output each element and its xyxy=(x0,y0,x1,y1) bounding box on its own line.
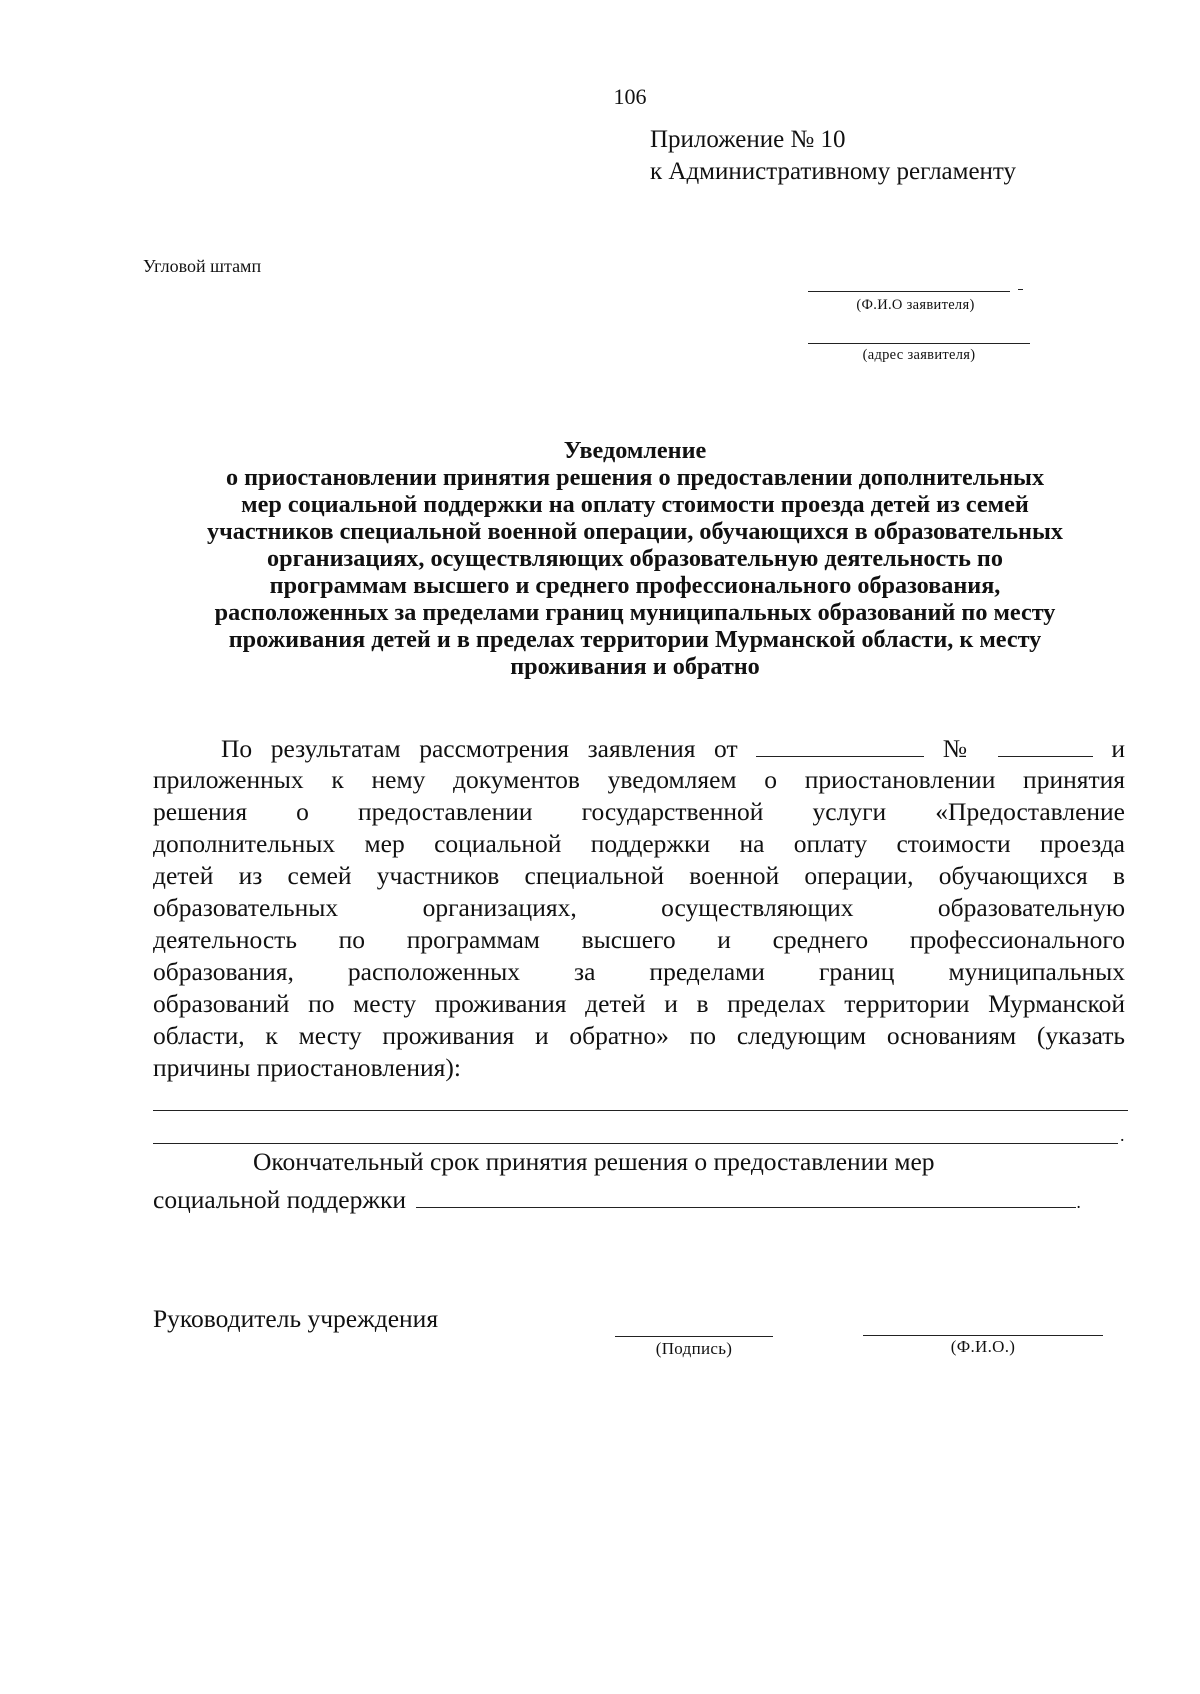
notice-heading: Уведомление xyxy=(563,437,707,464)
body-line: решения о предоставлении государственной услуги «Предоставление xyxy=(153,797,1125,826)
deadline-line1: Окончательный срок принятия решения о предоставлении мер xyxy=(253,1147,935,1176)
title-line: проживания и обратно xyxy=(510,653,760,680)
number-sign: № xyxy=(942,734,980,763)
notice-body xyxy=(153,732,1125,1084)
appendix-regulation: к Административному регламенту xyxy=(650,158,1017,185)
suspension-reasons-field[interactable] xyxy=(153,1110,1128,1111)
body-line: дополнительных мер социальной поддержки на оплату стоимости проезда xyxy=(153,829,1125,858)
application-number-field[interactable] xyxy=(998,732,1093,757)
body-line: детей из семей участников специальной военной операции, обучающихся в xyxy=(153,861,1125,890)
applicant-name-caption: (Ф.И.О заявителя) xyxy=(856,297,975,313)
deadline-line2-prefix: социальной поддержки xyxy=(153,1185,407,1214)
decision-deadline xyxy=(153,1143,1125,1221)
deadline-date-field[interactable] xyxy=(416,1183,1076,1208)
body-first-line-prefix: По результатам рассмотрения заявления от xyxy=(221,734,738,763)
page-number: 106 xyxy=(613,84,647,109)
body-first-line-suffix: и xyxy=(1111,734,1126,763)
body-line: образовательных организациях, осуществляющих образовательную xyxy=(153,893,1125,922)
title-line: организациях, осуществляющих образовательную деятельность по xyxy=(267,545,1003,572)
body-line: образования, расположенных за пределами границ муниципальных xyxy=(153,957,1125,986)
signature-role-label: Руководитель учреждения xyxy=(153,1304,439,1333)
notice-title xyxy=(140,437,1130,680)
signatory-name-line[interactable] xyxy=(863,1335,1103,1336)
appendix-reference xyxy=(650,124,1016,188)
title-line: расположенных за пределами границ муниципальных образований по месту xyxy=(214,599,1056,626)
title-line: мер социальной поддержки на оплату стоимости проезда детей из семей xyxy=(241,491,1029,518)
reasons-dot: . xyxy=(1120,1125,1125,1145)
applicant-name-line xyxy=(808,291,1010,292)
deadline-line2 xyxy=(153,1181,1125,1221)
title-line: участников специальной военной операции, обучающихся в образовательных xyxy=(207,518,1063,545)
body-line: деятельность по программам высшего и среднего профессионального xyxy=(153,925,1125,954)
signatory-name-caption: (Ф.И.О.) xyxy=(950,1337,1016,1356)
application-date-field[interactable] xyxy=(756,732,924,757)
signature-caption: (Подпись) xyxy=(655,1339,733,1358)
corner-stamp-label: Угловой штамп xyxy=(143,256,262,276)
body-line: образований по месту проживания детей и в пределах территории Мурманской xyxy=(153,989,1125,1018)
title-line: о приостановлении принятия решения о предоставлении дополнительных xyxy=(225,464,1045,491)
applicant-address-caption: (адрес заявителя) xyxy=(862,347,976,363)
body-line: причины приостановления): xyxy=(153,1053,461,1082)
title-line: программам высшего и среднего профессионального образования, xyxy=(269,572,1001,599)
signature-line[interactable] xyxy=(615,1336,773,1337)
deadline-dot: . xyxy=(1076,1192,1081,1212)
body-line: области, к месту проживания и обратно» по следующим основаниям (указать xyxy=(153,1021,1125,1050)
body-first-line xyxy=(153,732,1125,764)
applicant-name-line-tick xyxy=(1018,289,1023,290)
body-line: приложенных к нему документов уведомляем о приостановлении принятия xyxy=(153,765,1125,794)
applicant-address-line xyxy=(808,343,1030,344)
title-line: проживания детей и в пределах территории Мурманской области, к месту xyxy=(228,626,1042,653)
appendix-number: Приложение № 10 xyxy=(650,126,846,153)
